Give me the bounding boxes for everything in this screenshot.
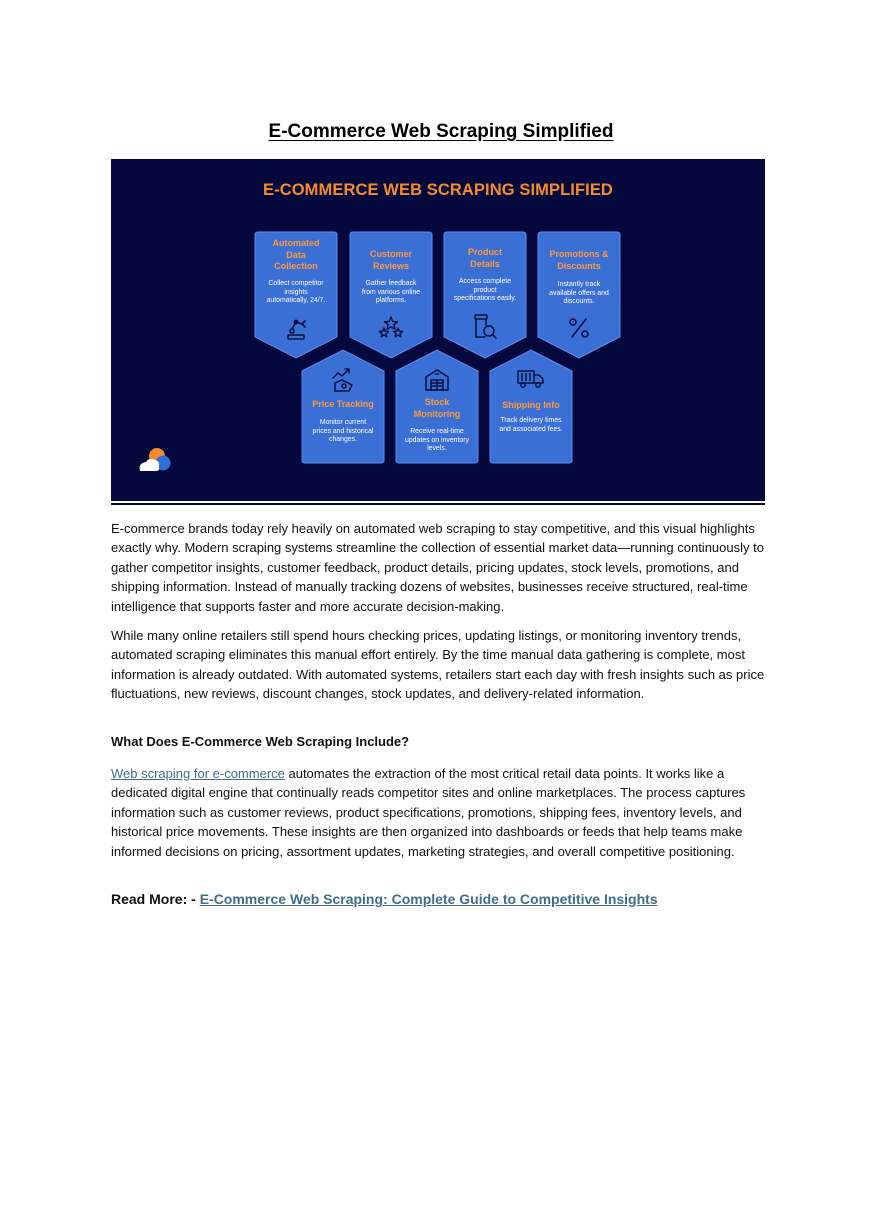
paragraph-manual-effort	[111, 626, 771, 704]
card-description: Instantly track available offers and discounts.	[549, 281, 609, 306]
robot-arm-icon	[254, 315, 338, 341]
read-more-link[interactable]: E-Commerce Web Scraping: Complete Guide to Competitive Insights	[199, 891, 658, 907]
card-shipping-info	[489, 349, 573, 464]
card-stock-monitoring	[395, 349, 479, 464]
card-description: Collect competitor insights automatically, 24/7.	[266, 280, 326, 305]
stars-icon	[349, 315, 433, 341]
card-description: Receive real-time updates on inventory levels.	[405, 428, 469, 453]
card-automated-data-collection	[254, 231, 338, 359]
web-scraping-link[interactable]: Web scraping for e-commerce	[111, 766, 285, 781]
paragraph-text: While many online retailers still spend hours checking prices, updating listings, or monitoring inventory trends, automated scraping eliminates this manual effort entirely. By the time manual data gathering is complete, most information is already outdated. With automated systems, retailers start each day with fresh insights such as price fluctuations, new reviews, discount changes, stock updates, and delivery-related information.	[111, 628, 765, 702]
truck-icon	[489, 367, 573, 391]
paragraph-text: E-commerce brands today rely heavily on automated web scraping to stay competitive, and this visual highlights exactly why. Modern scraping systems streamline the collection of essential market data—running continuously to gather competitor insights, customer feedback, product details, pricing updates, stock levels, promotions, and shipping information. Instead of manually tracking dozens of websites, businesses receive structured, real-time intelligence that supports faster and more accurate decision-making.	[111, 521, 764, 614]
card-title: Automated Data Collection	[272, 238, 320, 271]
product-search-icon	[443, 313, 527, 341]
paragraph-text: automates the extraction of the most critical retail data points. It works like a dedicated digital engine that continually reads competitor sites and online marketplaces. The process captures information such as customer reviews, product specifications, promotions, shipping fees, inventory levels, and historical price movements. These insights are then organized into dashboards or feeds that help teams make informed decisions on pricing, assortment updates, marketing strategies, and overall competitive positioning.	[111, 766, 746, 859]
percent-icon	[537, 315, 621, 341]
card-description: Monitor current prices and historical changes.	[312, 419, 374, 444]
card-title: Customer Reviews	[369, 249, 412, 271]
card-description: Access complete product specifications easily.	[453, 278, 517, 303]
divider	[111, 503, 765, 505]
read-more	[111, 891, 658, 907]
section-heading: What Does E-Commerce Web Scraping Include?	[111, 734, 410, 749]
card-customer-reviews	[349, 231, 433, 359]
card-price-tracking	[301, 349, 385, 464]
card-description: Track delivery times and associated fees.	[499, 417, 563, 433]
read-more-label: Read More: -	[111, 891, 200, 907]
banner-title: E-COMMERCE WEB SCRAPING SIMPLIFIED	[263, 181, 613, 199]
paragraph-intro	[111, 519, 771, 616]
card-title: Product Details	[467, 247, 502, 269]
card-title: Promotions & Discounts	[549, 249, 609, 271]
card-promotions-discounts	[537, 231, 621, 359]
infographic-banner	[111, 159, 765, 501]
card-title: Shipping Info	[502, 400, 560, 410]
card-title: Price Tracking	[312, 399, 374, 409]
card-product-details	[443, 231, 527, 359]
price-trend-icon	[301, 366, 385, 394]
page-title: E-Commerce Web Scraping Simplified	[268, 121, 614, 142]
brand-logo-icon	[136, 445, 176, 480]
paragraph-include	[111, 764, 771, 861]
card-description: Gather feedback from various online platforms.	[361, 280, 421, 305]
warehouse-icon	[395, 366, 479, 394]
card-title: Stock Monitoring	[413, 397, 461, 419]
